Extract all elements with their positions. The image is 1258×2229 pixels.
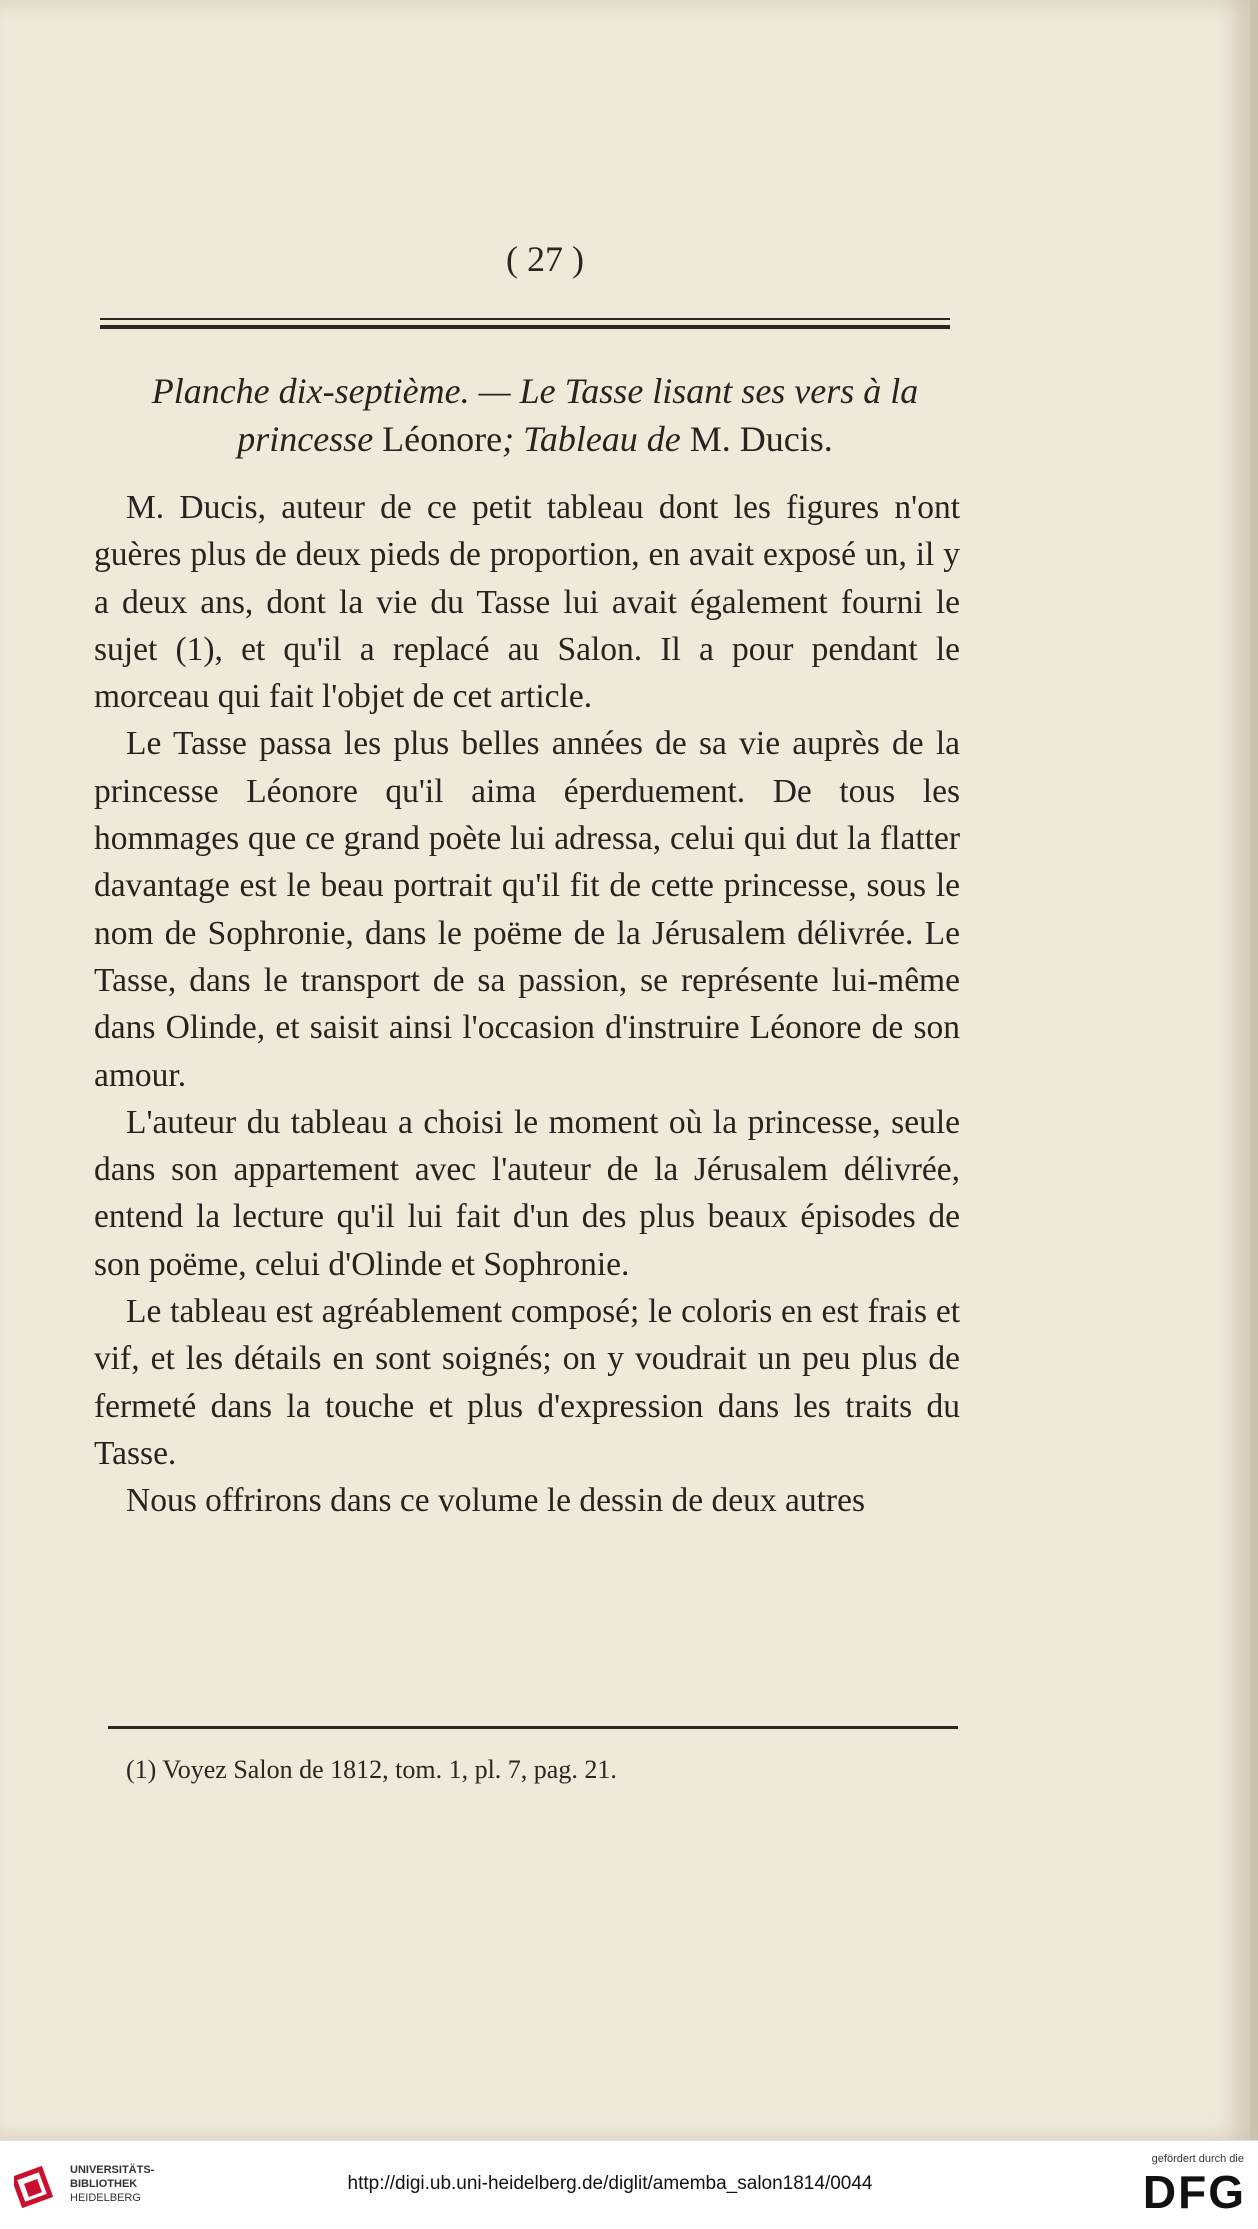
- footnote-rule: [108, 1726, 958, 1729]
- footnote: (1) Voyez Salon de 1812, tom. 1, pl. 7, pag. 21.: [126, 1755, 617, 1784]
- university-library-logo-icon: [14, 2163, 62, 2211]
- header-rule-thick: [100, 325, 950, 329]
- dfg-logo: DFG: [1142, 2166, 1246, 2218]
- paragraph: Nous offrirons dans ce volume le dessin de deux autres: [126, 1482, 865, 1520]
- library-name-line-1: UNIVERSITÄTS-: [70, 2164, 155, 2176]
- page-number: ( 27 ): [506, 239, 584, 279]
- header-rule-thin: [100, 318, 950, 320]
- permalink-url[interactable]: http://digi.ub.uni-heidelberg.de/diglit/amemba_salon1814/0044: [347, 2173, 873, 2194]
- paragraph: L'auteur du tableau a choisi le moment où la princesse, seule dans son appartement avec l'auteur de la Jérusalem délivrée, entend la lecture qu'il lui fait d'un des plus beaux épisodes de son poëme, celui d'Olinde et Sophronie.: [94, 1103, 960, 1283]
- paragraph: Le tableau est agréablement composé; le coloris en est frais et vif, et les détails en sont soignés; on y voudrait un peu plus de fermeté dans la touche et plus d'expression dans les traits du Tasse.: [94, 1293, 960, 1472]
- funding-label: gefördert durch die: [1151, 2153, 1244, 2165]
- paragraph: Le Tasse passa les plus belles années de sa vie auprès de la princesse Léonore qu'il aima éperduement. De tous les hommages que ce grand poète lui adressa, celui qui dut la flatter davantage est le beau portrait qu'il fit de cette princesse, sous le nom de Sophronie, dans le poëme de la Jérusalem délivrée. Le Tasse, dans le transport de sa passion, se représente lui-même dans Olinde, et saisit ainsi l'occasion d'instruire Léonore de son amour.: [94, 725, 960, 1094]
- heading-leonore: Léonore: [373, 419, 503, 459]
- heading-princesse: princesse: [237, 419, 374, 459]
- heading-line-1: [100, 367, 970, 415]
- viewer-footer: [0, 2140, 1258, 2229]
- plate-heading: [100, 367, 970, 463]
- heading-ducis: M. Ducis.: [680, 419, 833, 459]
- library-name-line-3: HEIDELBERG: [70, 2192, 141, 2204]
- heading-line-1-text: Planche dix-septième. — Le Tasse lisant ses vers à la: [151, 371, 919, 411]
- library-name: [70, 2163, 154, 2205]
- body-text: [94, 484, 960, 1525]
- heading-tableau-de: ; Tableau de: [502, 419, 681, 459]
- paragraph: M. Ducis, auteur de ce petit tableau dont les figures n'ont guères plus de deux pieds de proportion, en avait exposé un, il y a deux ans, dont la vie du Tasse lui avait également fourni le sujet (1), et qu'il a replacé au Salon. Il a pour pendant le morceau qui fait l'objet de cet article.: [94, 489, 960, 716]
- library-name-line-2: BIBLIOTHEK: [70, 2178, 138, 2190]
- heading-line-2: [100, 415, 970, 463]
